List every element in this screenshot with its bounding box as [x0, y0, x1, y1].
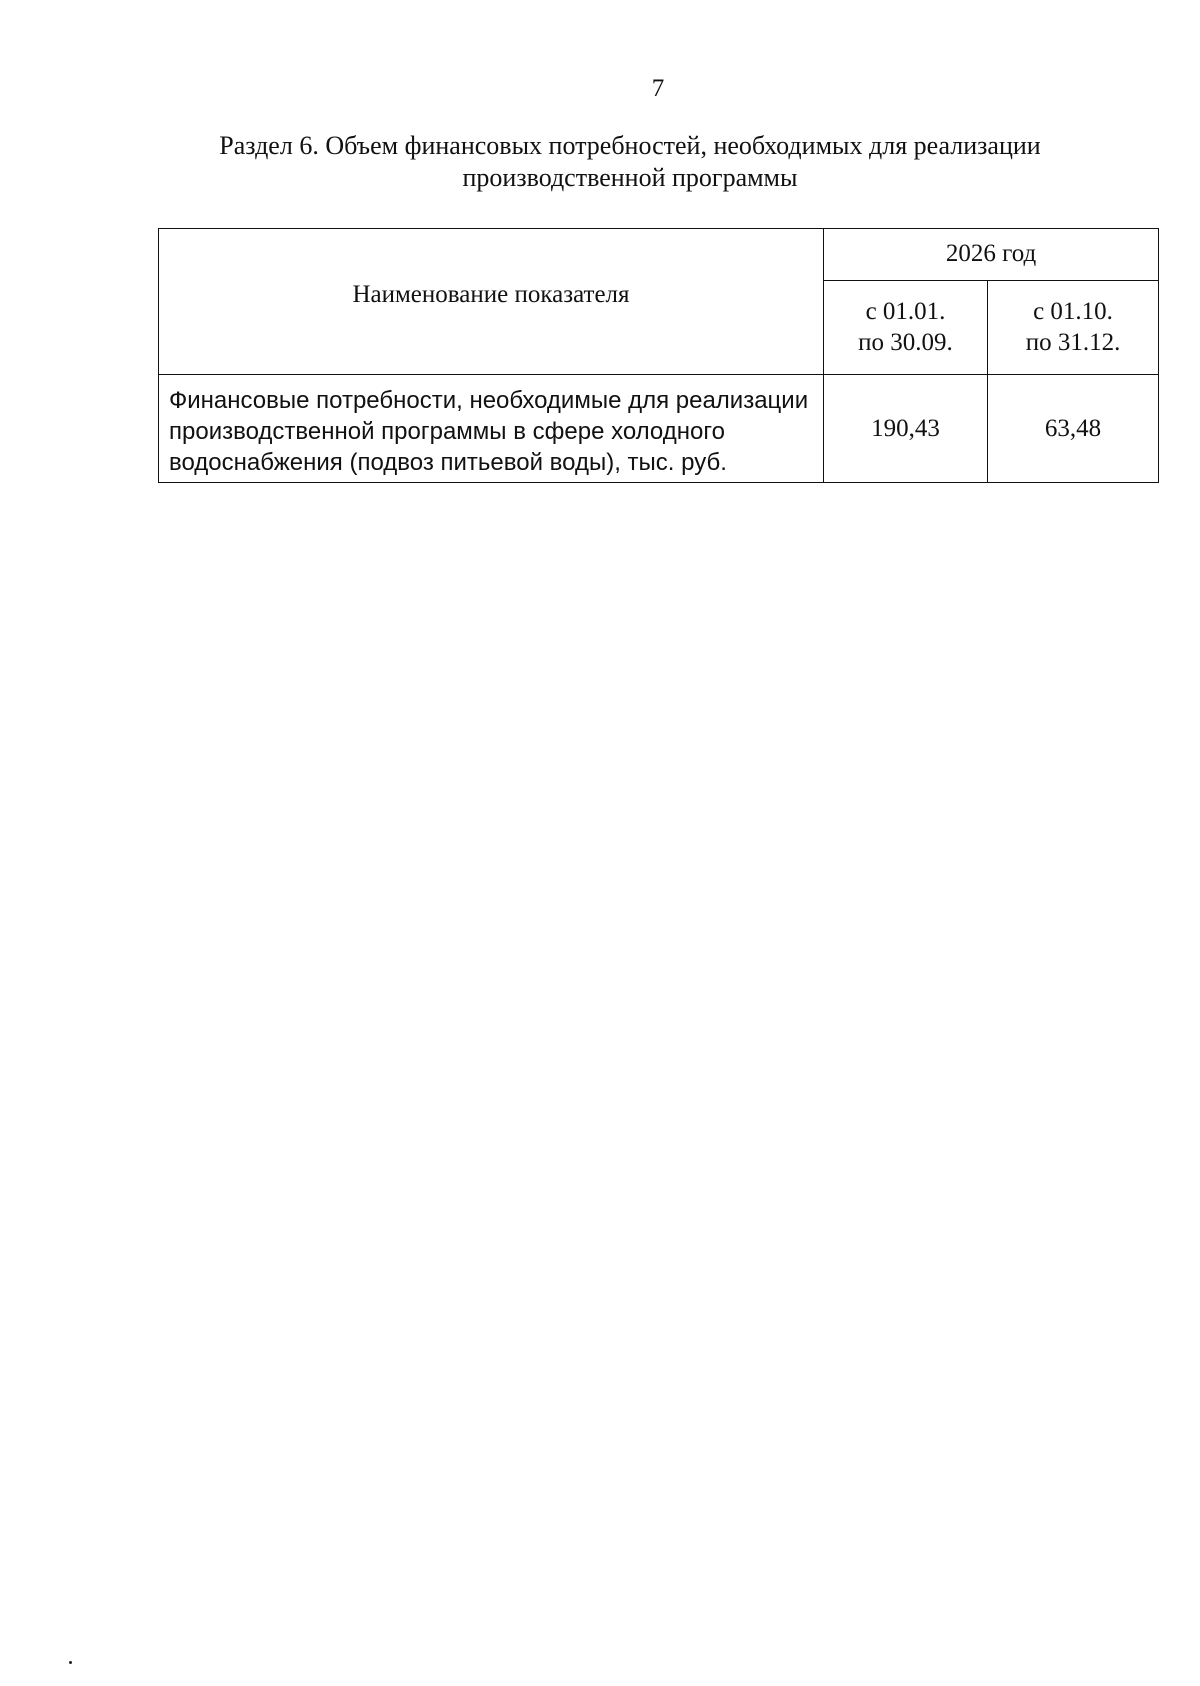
financial-needs-table — [158, 228, 1159, 483]
section-title-line-1: Раздел 6. Объем финансовых потребностей, необходимых для реализации — [219, 131, 1041, 160]
row-value-period-2: 63,48 — [988, 375, 1159, 483]
header-period-1 — [824, 280, 988, 374]
header-indicator-name: Наименование показателя — [159, 229, 824, 375]
table-header-row — [159, 229, 1159, 281]
page-number: 7 — [651, 75, 665, 102]
row-value-period-1: 190,43 — [824, 375, 988, 483]
scan-dot-mark — [69, 1661, 72, 1664]
table-row — [159, 375, 1159, 483]
header-period-2 — [988, 280, 1159, 374]
header-year: 2026 год — [824, 229, 1159, 281]
period-1-start: с 01.01. — [865, 298, 946, 326]
section-title — [100, 130, 1160, 194]
period-2-start: с 01.10. — [1033, 298, 1113, 326]
row-label: Финансовые потребности, необходимые для реализации производственной программы в сфере холодного водоснабжения (подвоз питьевой воды), тыс. руб. — [159, 375, 824, 483]
period-1-end: по 30.09. — [858, 329, 953, 357]
period-2-end: по 31.12. — [1025, 329, 1121, 357]
section-title-line-2: производственной программы — [462, 163, 798, 192]
